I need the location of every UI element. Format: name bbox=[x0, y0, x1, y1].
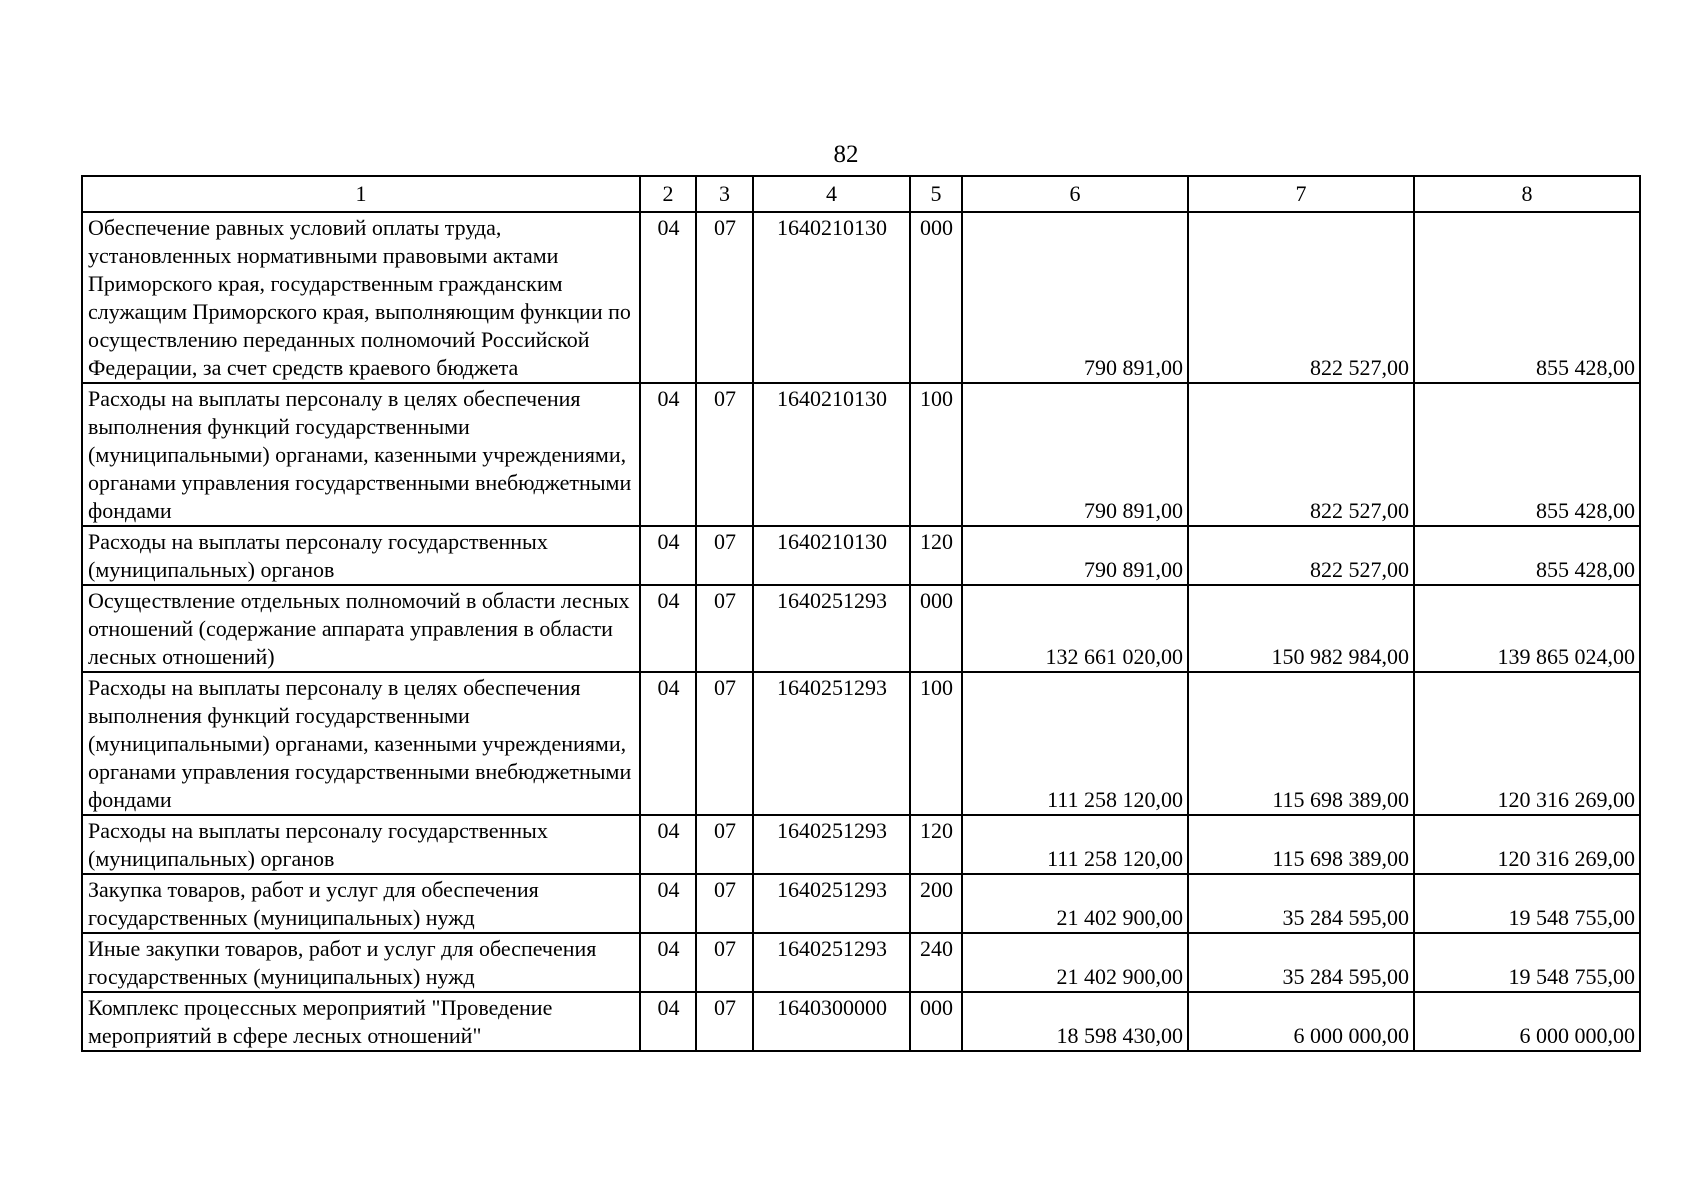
target-article-cell: 1640251293 bbox=[753, 933, 910, 992]
expense-type-cell: 000 bbox=[910, 585, 962, 672]
amount-col6-cell: 790 891,00 bbox=[962, 526, 1188, 585]
amount-col8-cell: 120 316 269,00 bbox=[1414, 815, 1640, 874]
amount-col7-cell: 115 698 389,00 bbox=[1188, 815, 1414, 874]
amount-col7-cell: 35 284 595,00 bbox=[1188, 933, 1414, 992]
table-row bbox=[82, 672, 1640, 815]
section-code-cell: 04 bbox=[640, 815, 696, 874]
target-article-cell: 1640251293 bbox=[753, 815, 910, 874]
amount-col8-cell: 120 316 269,00 bbox=[1414, 672, 1640, 815]
amount-col6-cell: 132 661 020,00 bbox=[962, 585, 1188, 672]
table-row bbox=[82, 383, 1640, 526]
amount-col7-cell: 822 527,00 bbox=[1188, 212, 1414, 383]
table-row bbox=[82, 874, 1640, 933]
amount-col6-cell: 18 598 430,00 bbox=[962, 992, 1188, 1051]
subsection-code-cell: 07 bbox=[696, 992, 753, 1051]
amount-col8-cell: 855 428,00 bbox=[1414, 526, 1640, 585]
budget-table bbox=[81, 175, 1641, 1052]
header-cell-6: 6 bbox=[962, 176, 1188, 212]
header-cell-2: 2 bbox=[640, 176, 696, 212]
expense-type-cell: 120 bbox=[910, 815, 962, 874]
table-row bbox=[82, 992, 1640, 1051]
amount-col7-cell: 822 527,00 bbox=[1188, 526, 1414, 585]
expense-type-cell: 000 bbox=[910, 212, 962, 383]
header-cell-7: 7 bbox=[1188, 176, 1414, 212]
target-article-cell: 1640251293 bbox=[753, 874, 910, 933]
table-row bbox=[82, 526, 1640, 585]
subsection-code-cell: 07 bbox=[696, 383, 753, 526]
subsection-code-cell: 07 bbox=[696, 585, 753, 672]
header-cell-8: 8 bbox=[1414, 176, 1640, 212]
header-cell-5: 5 bbox=[910, 176, 962, 212]
row-name-cell: Расходы на выплаты персоналу государственных (муниципальных) органов bbox=[82, 815, 640, 874]
amount-col7-cell: 115 698 389,00 bbox=[1188, 672, 1414, 815]
subsection-code-cell: 07 bbox=[696, 212, 753, 383]
table-row bbox=[82, 815, 1640, 874]
amount-col6-cell: 790 891,00 bbox=[962, 383, 1188, 526]
target-article-cell: 1640210130 bbox=[753, 212, 910, 383]
expense-type-cell: 100 bbox=[910, 672, 962, 815]
section-code-cell: 04 bbox=[640, 526, 696, 585]
amount-col6-cell: 21 402 900,00 bbox=[962, 933, 1188, 992]
table-row bbox=[82, 585, 1640, 672]
expense-type-cell: 240 bbox=[910, 933, 962, 992]
amount-col6-cell: 111 258 120,00 bbox=[962, 672, 1188, 815]
amount-col7-cell: 150 982 984,00 bbox=[1188, 585, 1414, 672]
section-code-cell: 04 bbox=[640, 933, 696, 992]
row-name-cell: Осуществление отдельных полномочий в области лесных отношений (содержание аппарата управления в области лесных отношений) bbox=[82, 585, 640, 672]
amount-col6-cell: 790 891,00 bbox=[962, 212, 1188, 383]
amount-col8-cell: 139 865 024,00 bbox=[1414, 585, 1640, 672]
row-name-cell: Иные закупки товаров, работ и услуг для обеспечения государственных (муниципальных) нужд bbox=[82, 933, 640, 992]
section-code-cell: 04 bbox=[640, 383, 696, 526]
amount-col8-cell: 6 000 000,00 bbox=[1414, 992, 1640, 1051]
row-name-cell: Расходы на выплаты персоналу в целях обеспечения выполнения функций государственными (муниципальными) органами, казенными учреждениями, органами управления государственными внебюджетными фондами bbox=[82, 383, 640, 526]
table-header-row bbox=[82, 176, 1640, 212]
amount-col8-cell: 19 548 755,00 bbox=[1414, 933, 1640, 992]
header-cell-4: 4 bbox=[753, 176, 910, 212]
subsection-code-cell: 07 bbox=[696, 874, 753, 933]
row-name-cell: Комплекс процессных мероприятий "Проведение мероприятий в сфере лесных отношений" bbox=[82, 992, 640, 1051]
section-code-cell: 04 bbox=[640, 992, 696, 1051]
target-article-cell: 1640210130 bbox=[753, 383, 910, 526]
header-cell-1: 1 bbox=[82, 176, 640, 212]
subsection-code-cell: 07 bbox=[696, 672, 753, 815]
section-code-cell: 04 bbox=[640, 585, 696, 672]
subsection-code-cell: 07 bbox=[696, 815, 753, 874]
amount-col6-cell: 21 402 900,00 bbox=[962, 874, 1188, 933]
target-article-cell: 1640251293 bbox=[753, 585, 910, 672]
row-name-cell: Расходы на выплаты персоналу государственных (муниципальных) органов bbox=[82, 526, 640, 585]
amount-col7-cell: 35 284 595,00 bbox=[1188, 874, 1414, 933]
expense-type-cell: 000 bbox=[910, 992, 962, 1051]
target-article-cell: 1640210130 bbox=[753, 526, 910, 585]
section-code-cell: 04 bbox=[640, 212, 696, 383]
amount-col8-cell: 855 428,00 bbox=[1414, 383, 1640, 526]
row-name-cell: Расходы на выплаты персоналу в целях обеспечения выполнения функций государственными (муниципальными) органами, казенными учреждениями, органами управления государственными внебюджетными фондами bbox=[82, 672, 640, 815]
target-article-cell: 1640300000 bbox=[753, 992, 910, 1051]
target-article-cell: 1640251293 bbox=[753, 672, 910, 815]
table-row bbox=[82, 212, 1640, 383]
amount-col6-cell: 111 258 120,00 bbox=[962, 815, 1188, 874]
row-name-cell: Обеспечение равных условий оплаты труда, установленных нормативными правовыми актами Приморского края, государственным гражданским служащим Приморского края, выполняющим функции по осуществлению переданных полномочий Российской Федерации, за счет средств краевого бюджета bbox=[82, 212, 640, 383]
amount-col8-cell: 855 428,00 bbox=[1414, 212, 1640, 383]
amount-col7-cell: 822 527,00 bbox=[1188, 383, 1414, 526]
amount-col7-cell: 6 000 000,00 bbox=[1188, 992, 1414, 1051]
subsection-code-cell: 07 bbox=[696, 933, 753, 992]
expense-type-cell: 120 bbox=[910, 526, 962, 585]
header-cell-3: 3 bbox=[696, 176, 753, 212]
expense-type-cell: 100 bbox=[910, 383, 962, 526]
table-row bbox=[82, 933, 1640, 992]
amount-col8-cell: 19 548 755,00 bbox=[1414, 874, 1640, 933]
section-code-cell: 04 bbox=[640, 672, 696, 815]
expense-type-cell: 200 bbox=[910, 874, 962, 933]
section-code-cell: 04 bbox=[640, 874, 696, 933]
page-number: 82 bbox=[833, 141, 859, 168]
row-name-cell: Закупка товаров, работ и услуг для обеспечения государственных (муниципальных) нужд bbox=[82, 874, 640, 933]
table-body bbox=[82, 176, 1640, 1051]
subsection-code-cell: 07 bbox=[696, 526, 753, 585]
